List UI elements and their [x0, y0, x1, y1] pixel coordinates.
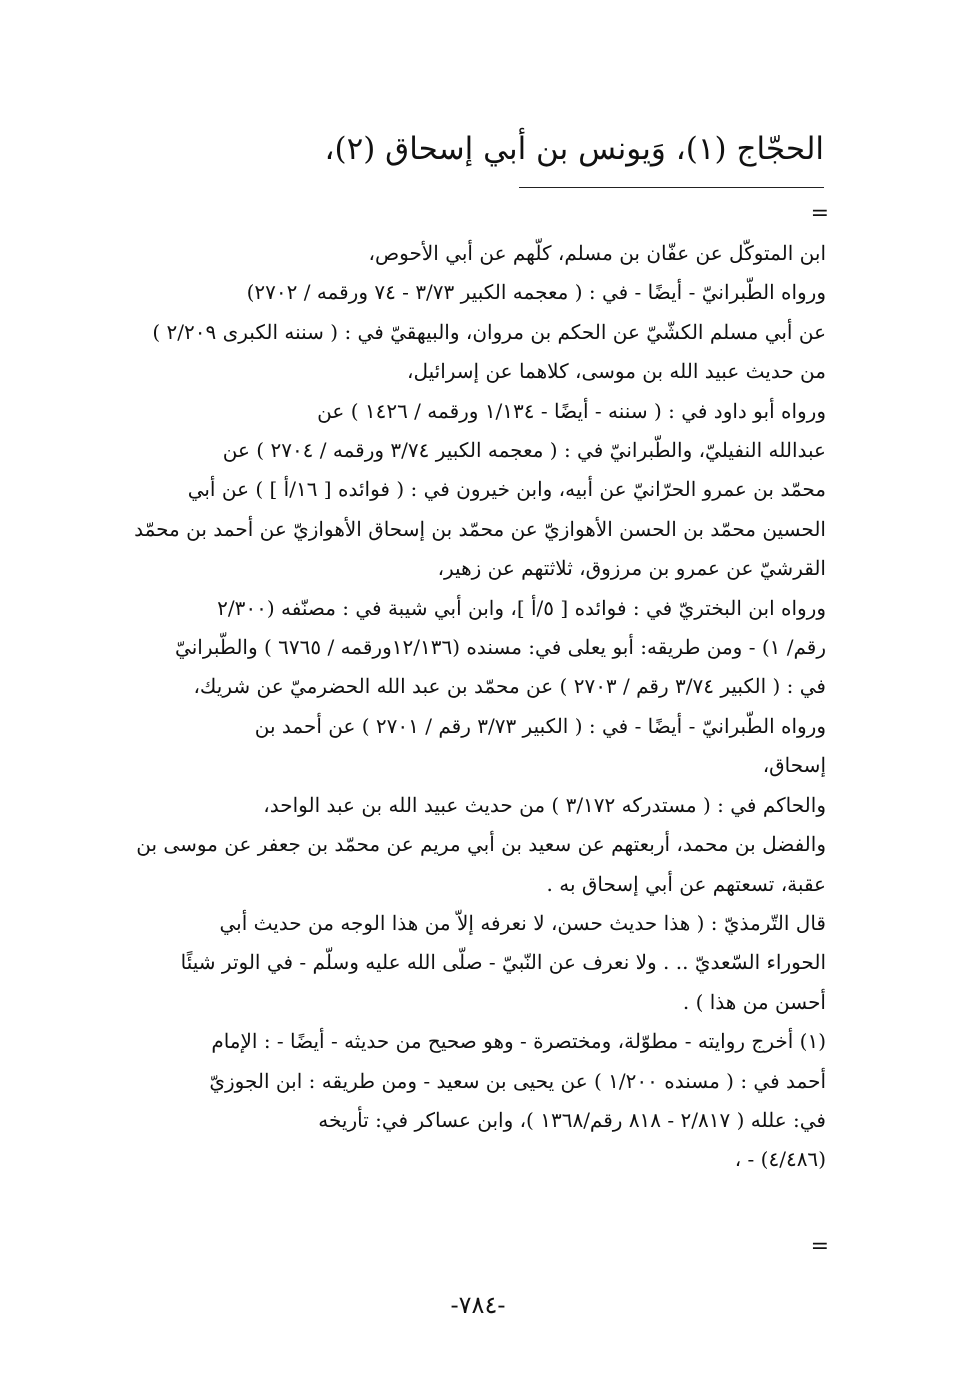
footnote-line: أحمد في : ( مسنده ١/٢٠٠ ) عن يحيى بن سعيد - ومن طريقه : ابن الجوزيّ — [209, 1068, 826, 1093]
footnotes-block — [129, 234, 826, 1180]
footnote-line: والحاكم في : ( مستدركه ٣/١٧٢ ) من حديث عبيد الله بن عبد الواحد، — [263, 792, 826, 817]
footnote-line: أحسن من هذا ) . — [682, 989, 826, 1014]
footnote-line: عن أبي مسلم الكشّيّ عن الحكم بن مروان، والبيهقيّ في : ( سننه الكبرى ٢/٢٠٩ ) — [152, 319, 826, 344]
footnote-line: في : ( الكبير ٣/٧٤ رقم / ٢٧٠٣ ) عن محمّد بن عبد الله الحضرميّ عن شريك، — [193, 674, 826, 699]
continuation-mark-bottom: = — [810, 1234, 828, 1259]
footnote-line: الحوراء السّعديّ .. . ولا نعرف عن النّبيّ - صلّى الله عليه وسلّم - في الوتر شيئًا — [180, 950, 826, 975]
footnote-line: ورواه الطّبرانيّ - أيضًا - في : ( الكبير ٣/٧٣ رقم / ٢٧٠١ ) عن أحمد بن — [254, 713, 826, 738]
page-number: -٧٨٤- — [450, 1291, 506, 1319]
footnote-line: رقم/ ١) - ومن طريقه: أبو يعلى في: مسنده (١٢/١٣٦ورقمه / ٦٧٦٥ ) والطّبرانيّ — [175, 635, 826, 660]
footnote-line: (١) أخرج روايته - مطوّلة، ومختصرة - وهو صحيح من حديثه - أيضًا - : الإمام — [211, 1029, 826, 1054]
footnote-line: إسحاق، — [762, 753, 826, 778]
footnote-line: عبدالله النفيليّ، والطّبرانيّ في : ( معجمه الكبير ٣/٧٤ ورقمه / ٢٧٠٤ ) عن — [222, 438, 826, 463]
main-text-line: الحجّاج (١)، وَيونس بن أبي إسحاق (٢)، — [324, 131, 824, 167]
footnote-line: محمّد بن عمرو الحرّانيّ عن أبيه، وابن خيرون في : ( فوائده [ ١٦/أ ] ) عن أبي — [187, 477, 826, 502]
footnote-line: الحسين محمّد بن الحسن الأهوازيّ عن محمّد بن إسحاق الأهوازيّ عن أحمد بن محمّد — [134, 516, 826, 541]
footnote-line: ابن المتوكّل عن عفّان بن مسلم، كلّهم عن أبي الأحوص، — [368, 241, 826, 265]
footnote-line: (٤/٤٨٦) - ، — [734, 1147, 826, 1172]
footnote-line: من حديث عبيد الله بن موسى، كلاهما عن إسرائيل، — [406, 359, 826, 384]
footnote-line: ورواه ابن البختريّ في : فوائده [ ٥/أ ]، وابن أبي شيبة في : مصنّفه (٢/٣٠٠ — [217, 595, 826, 620]
footnote-line: والفضل بن محمد، أربعتهم عن سعيد بن أبي مريم عن محمّد بن جعفر عن موسى بن — [136, 832, 826, 857]
footnote-line: ورواه الطّبرانيّ - أيضًا - في : ( معجمه الكبير ٣/٧٣ - ٧٤ ورقمه / ٢٧٠٢) — [246, 280, 826, 305]
footnote-line: قال التّرمذيّ : ( هذا حديث حسن، لا نعرفه إلاّ من هذا الوجه من حديث أبي — [219, 910, 826, 935]
footnote-line: في: علله ( ٢/٨١٧ - ٨١٨ رقم/١٣٦٨ )، وابن عساكر في: تأريخه — [318, 1107, 826, 1132]
footnote-separator-line — [519, 187, 824, 188]
footnote-line: عقبة، تسعتهم عن أبي إسحاق به . — [546, 871, 826, 896]
footnote-line: القرشيّ عن عمرو بن مرزوق، ثلاثتهم عن زهير، — [437, 556, 826, 581]
continuation-mark-top: = — [810, 201, 828, 226]
footnote-line: ورواه أبو داود في : ( سننه - أيضًا - ١/١٣٤ ورقمه / ١٤٢٦ ) عن — [317, 398, 826, 423]
